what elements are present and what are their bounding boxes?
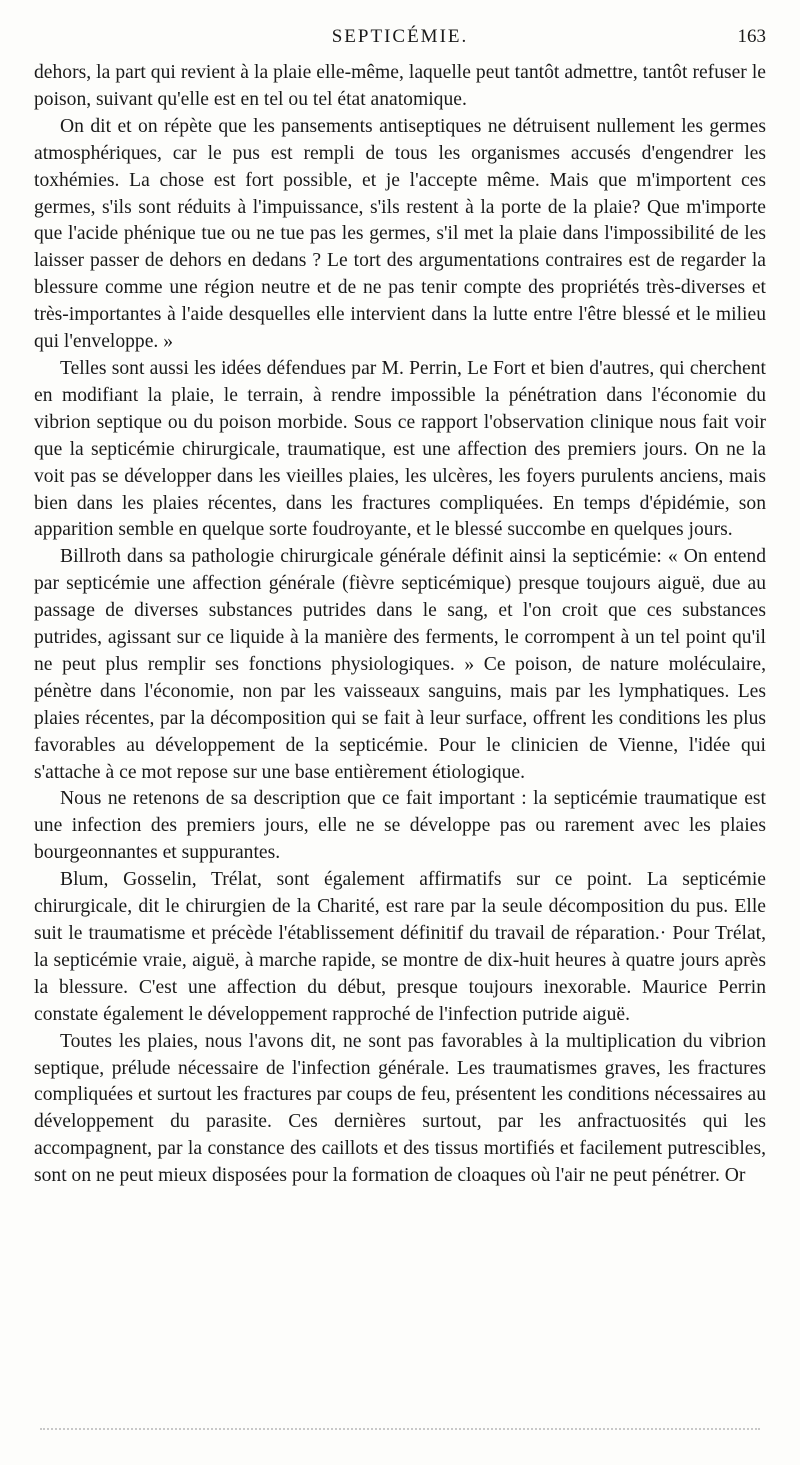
paragraph: Nous ne retenons de sa description que ce fait important : la septicémie traumatique est une infection des premiers jours, elle ne se développe pas ou rarement avec les plaies bourgeonnantes et suppurantes. — [34, 788, 766, 864]
running-title: SEPTICÉMIE. — [331, 26, 469, 47]
paragraph: Blum, Gosselin, Trélat, sont également affirmatifs sur ce point. La septicémie chirurgicale, dit le chirurgien de la Charité, est rare par la seule décomposition du pus. Elle suit le traumatisme et précède l'établissement définitif du travail de réparation.· Pour Trélat, la septicémie vraie, aiguë, à marche rapide, se montre de dix-huit heures à quatre jours après la blessure. C'est une affection du début, presque toujours inexorable. Maurice Perrin constate également le développement rapproché de l'infection putride aiguë. — [34, 869, 766, 1025]
paragraph: Toutes les plaies, nous l'avons dit, ne sont pas favorables à la multiplication du vibrion septique, prélude nécessaire de l'infection générale. Les traumatismes graves, les fractures compliquées et surtout les fractures par coups de feu, présentent les conditions nécessaires au développement du parasite. Ces dernières surtout, par les anfractuosités qui les accompagnent, par la constance des caillots et des tissus mortifiés et facilement putrescibles, sont on ne peut mieux disposées pour la formation de cloaques où l'air ne peut pénétrer. Or — [34, 1030, 766, 1187]
running-header — [34, 26, 766, 54]
page-number: 163 — [737, 26, 766, 47]
paragraph-continued: dehors, la part qui revient à la plaie elle-même, laquelle peut tantôt admettre, tantôt refuser le poison, suivant qu'elle est en tel ou tel état anatomique. — [34, 62, 766, 110]
paragraph: Telles sont aussi les idées défendues par M. Perrin, Le Fort et bien d'autres, qui cherchent en modifiant la plaie, le terrain, à rendre impossible la pénétration dans l'économie du vibrion septique ou du poison morbide. Sous ce rapport l'observation clinique nous fait voir que la septicémie chirurgicale, traumatique, est une affection des premiers jours. On ne la voit pas se développer dans les vieilles plaies, les ulcères, les foyers purulents anciens, mais bien dans les plaies récentes, dans les fractures compliquées. En temps d'épidémie, son apparition semble en quelque sorte foudroyante, et le blessé succombe en quelques jours. — [34, 357, 766, 541]
paragraph: On dit et on répète que les pansements antiseptiques ne détruisent nullement les germes atmosphériques, car le pus est rempli de tous les organismes accusés d'engendrer les toxhémies. La chose est fort possible, et je l'accepte même. Mais que m'importent ces germes, s'ils sont réduits à l'impuissance, s'ils restent à la porte de la plaie? Que m'importe que l'acide phénique tue ou ne tue pas les germes, s'il met la plaie dans l'impossibilité de les laisser passer de dehors en dedans ? Le tort des argumentations contraires est de regarder la blessure comme une région neutre et de ne pas tenir compte des propriétés très-diverses et très-importantes à l'aide desquelles elle intervient dans la lutte entre l'être blessé et le milieu qui l'enveloppe. » — [34, 115, 766, 353]
bottom-bleed-line — [40, 1428, 760, 1430]
paragraph: Billroth dans sa pathologie chirurgicale générale définit ainsi la septicémie: « On entend par septicémie une affection générale (fièvre septicémique) presque toujours aiguë, due au passage de diverses substances putrides dans le sang, et l'on croit que ces substances putrides, agissant sur ce liquide à la manière des ferments, le corrompent à un tel point qu'il ne peut plus remplir ses fonctions physiologiques. » Ce poison, de nature moléculaire, pénètre dans l'économie, non par les vaisseaux sanguins, mais par les lymphatiques. Les plaies récentes, par la décomposition qui se fait à leur surface, offrent les conditions les plus favorables au développement de la septicémie. Pour le clinicien de Vienne, l'idée qui s'attache à ce mot repose sur une base entièrement étiologique. — [34, 546, 766, 783]
page-body — [34, 60, 766, 1190]
